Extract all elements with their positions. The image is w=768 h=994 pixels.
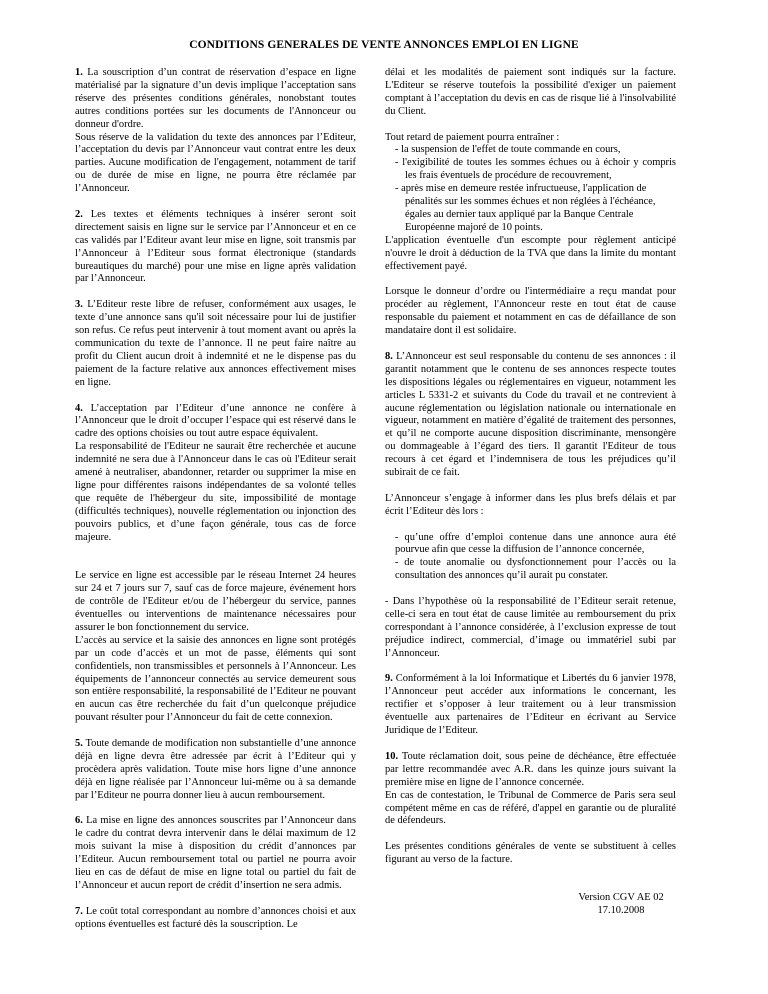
paragraph-text: - Dans l’hypothèse où la responsabilité de l’Editeur serait retenue, celle-ci sera en tout état de cause limitée au remboursement du prix correspondant à l’annonce considérée, à l’exclusion expresse de tout préjudice indirect, commercial, d’image ou immatériel subi par l’Annonceur. (385, 596, 676, 659)
discount-paragraph (385, 235, 676, 274)
late-payment-item: - après mise en demeure restée infructueuse, l'application de pénalités sur les sommes échues et non réglées à l'échéance, égales au dernier taux appliqué par la Banque Centrale Européenne majoré de 10 points. (395, 183, 656, 233)
left-column (75, 67, 356, 944)
article-text: La responsabilité de l'Editeur ne saurait être recherchée et aucune indemnité ne sera due à l'Annonceur dans le cas où l'Editeur serait amené à neutraliser, abandonner, retarder ou supprimer la mise en ligne pour différentes raisons indépendantes de sa volonté telles que requête de l'hébergeur du site, impossibilité de montage (difficultés techniques), nouvelle réglementation ou injonction des pouvoirs publics, et d’une façon générale, tous cas de force majeure. (75, 441, 356, 543)
responsibility-paragraph (385, 596, 676, 661)
inform-item: - de toute anomalie ou dysfonctionnement pour l’accès ou la consultation des annonces qu’il aurait pu constater. (395, 557, 676, 582)
article-text: Le coût total correspondant au nombre d’annonces choisi et aux options éventuelles est facturé dès la souscription. Le (75, 905, 357, 930)
article-text: Les textes et éléments techniques à insérer seront soit directement saisis en ligne sur le service par l’Annonceur et en ce cas validés par l’Editeur avant leur mise en ligne, soit transmis par l’Annonceur à l’Editeur sous format électronique (standards bureautiques du marché) pour une mise en ligne après validation par l’Annonceur. (75, 208, 356, 285)
paragraph-text: Lorsque le donneur d’ordre ou l'intermédiaire a reçu mandat pour procéder au règlement, l'Annonceur reste en tout état de cause responsable du paiement et notamment en cas de défaillance de son mandataire dont il est solidaire. (385, 286, 676, 337)
inform-paragraph (385, 493, 676, 519)
paragraph-text: L'application éventuelle d'un escompte pour règlement anticipé n'ouvre le droit à déduction de la TVA que dans la limite du montant effectivement payé. (385, 234, 676, 272)
article-number: 6. (75, 815, 83, 827)
paragraph-text: L’Annonceur s’engage à informer dans les plus brefs délais et par écrit l’Editeur dès lors : (385, 492, 676, 517)
article-number: 8. (385, 350, 393, 362)
article-text: En cas de contestation, le Tribunal de Commerce de Paris sera seul compétent même en cas de référé, d'appel en garantie ou de pluralité de défendeurs. (385, 789, 676, 827)
article-7-continued (385, 67, 676, 119)
article-number: 5. (75, 738, 83, 750)
article-number: 2. (75, 208, 83, 220)
article-number: 7. (75, 905, 83, 917)
late-payment-item: - l'exigibilité de toutes les sommes échues ou à échoir y compris les frais éventuels de procédure de recouvrement, (395, 157, 676, 182)
paragraph-text: L’accès au service et la saisie des annonces en ligne sont protégés par un code d’accès et un mot de passe, éléments qui sont confidentiels, non transmissibles et personnels à l’Annonceur. Les équipements de l’annonceur connectés au service demeurent sous son entière responsabilité, la responsabilité de l’Editeur ne pouvant en aucun cas être recherchée du fait d’un quelconque préjudice pouvant résulter pour l’Annonceur du fait de cette connexion. (75, 634, 356, 724)
article-text: L’acceptation par l’Editeur d’une annonce ne confère à l’Annonceur que le droit d’occuper l’espace qui est réservé dans le cadre des options choisies ou tout autre espace équivalent. (75, 402, 357, 440)
paragraph-text: Les présentes conditions générales de vente se substituent à celles figurant au verso de la facture. (385, 841, 676, 866)
service-paragraph (75, 570, 356, 725)
article-6 (75, 815, 356, 892)
article-number: 3. (75, 299, 83, 311)
inform-item: - qu’une offre d’emploi contenue dans une annonce aura été pourvue afin que cesse la diffusion de l’annonce concernée, (395, 531, 676, 556)
article-text: L’Annonceur est seul responsable du contenu de ses annonces : il garantit notamment que le contenu de ses annonces respecte toutes les dispositions légales ou réglementaires en vigueur, notamment les articles L 5331-2 et suivants du Code du travail et ne contrevient à aucune réglementation ou législation nationale ou internationale en vigueur, notamment en matière d’égalité de traitement des personnes, et qu’il ne comporte aucune disposition discriminante, mensongère ou dommageable à l’égard des tiers. Il garantit l'Editeur de tous recours à cet égard et l’indemnisera de tous les préjudices qu’il subirait de ce fait. (385, 350, 676, 479)
version-label: Version CGV AE 02 (578, 892, 664, 904)
article-text: Toute réclamation doit, sous peine de déchéance, être effectuée par lettre recommandée avec A.R. dans les quinze jours suivant la première mise en ligne de l’annonce concernée. (385, 750, 676, 788)
article-9 (385, 673, 676, 738)
donneur-paragraph (385, 286, 676, 338)
article-text: Conformément à la loi Informatique et Libertés du 6 janvier 1978, l’Annonceur peut accéder aux informations le concernant, les rectifier et s’opposer à leur traitement ou à leur transmission éventuelle aux partenaires de l’Editeur en écrivant au Service Juridique de l’Editeur. (385, 673, 676, 737)
article-7 (75, 906, 356, 932)
article-text: L’Editeur reste libre de refuser, conformément aux usages, le texte d’une annonce sans qu'il soit nécessaire pour lui de justifier son refus. Ce refus peut intervenir à tout moment avant ou après la communication du texte de l’annonce. Il ne peut faire naître au profit du Client aucun droit à indemnité et ne le dispense pas du paiement de la facture relative aux annonces effectivement mises en ligne. (75, 299, 357, 388)
page-title: CONDITIONS GENERALES DE VENTE ANNONCES EMPLOI EN LIGNE (189, 39, 579, 51)
inform-list (385, 532, 676, 584)
article-number: 9. (385, 673, 393, 685)
article-4 (75, 403, 356, 545)
article-number: 10. (385, 750, 399, 762)
article-5 (75, 738, 356, 803)
right-column (385, 67, 676, 918)
article-text: La souscription d’un contrat de réservation d’espace en ligne matérialisé par la signature d’un devis implique l’acceptation sans réserve des présentes conditions générales, nonobstant toutes autres conditions portées sur les documents de l'Annonceur ou donneur d'ordre. (75, 67, 357, 130)
paragraph-text: Le service en ligne est accessible par le réseau Internet 24 heures sur 24 et 7 jours sur 7, sauf cas de force majeure, événement hors de contrôle de l'Editeur et/ou de l’hébergeur du service, pannes éventuelles ou interventions de maintenance nécessaires pour assurer le bon fonctionnement du service. (75, 570, 356, 633)
paragraph-text: délai et les modalités de paiement sont indiqués sur la facture. L'Editeur se réserve toutefois la possibilité d'exiger un paiement comptant à l’acceptation du devis en cas de risque lié à l'insolvabilité du Client. (385, 67, 676, 117)
version-block (385, 892, 676, 918)
article-number: 4. (75, 402, 83, 414)
late-payment-item: - la suspension de l'effet de toute commande en cours, (395, 144, 621, 156)
article-10 (385, 751, 676, 828)
article-3 (75, 299, 356, 389)
article-text: Sous réserve de la validation du texte des annonces par l’Editeur, l’acceptation du devis par l’Annonceur vaut contrat entre les deux parties. Aucune modification de l'engagement, notamment de tarif ou de durée de mise en ligne, ne pourra être réclamée par l’Annonceur. (75, 131, 356, 195)
article-2 (75, 209, 356, 286)
article-1 (75, 67, 356, 196)
article-8 (385, 351, 676, 480)
article-text: Toute demande de modification non substantielle d’une annonce déjà en ligne devra être adressée par écrit à l’Editeur qui y procèdera après validation. Toute mise hors ligne d’une annonce déjà en ligne réalisée par l’Annonceur lui-même ou à sa demande par l’Editeur ne pourra donner lieu à aucun remboursement. (75, 738, 356, 801)
final-paragraph (385, 841, 676, 867)
article-number: 1. (75, 67, 83, 78)
article-text: La mise en ligne des annonces souscrites par l’Annonceur dans le cadre du contrat devra intervenir dans le délai maximum de 12 mois suivant la mise à disposition du crédit d’annonces par l’Editeur. Aucun remboursement total ou partiel ne pourra avoir lieu en cas de défaut de mise en ligne total ou partiel du fait de l’Annonceur et aucun report de crédit d’insertion ne sera admis. (75, 815, 357, 891)
version-date: 17.10.2008 (597, 904, 645, 916)
late-payment-paragraph (385, 132, 676, 145)
paragraph-text: Tout retard de paiement pourra entraîner : (385, 131, 560, 143)
